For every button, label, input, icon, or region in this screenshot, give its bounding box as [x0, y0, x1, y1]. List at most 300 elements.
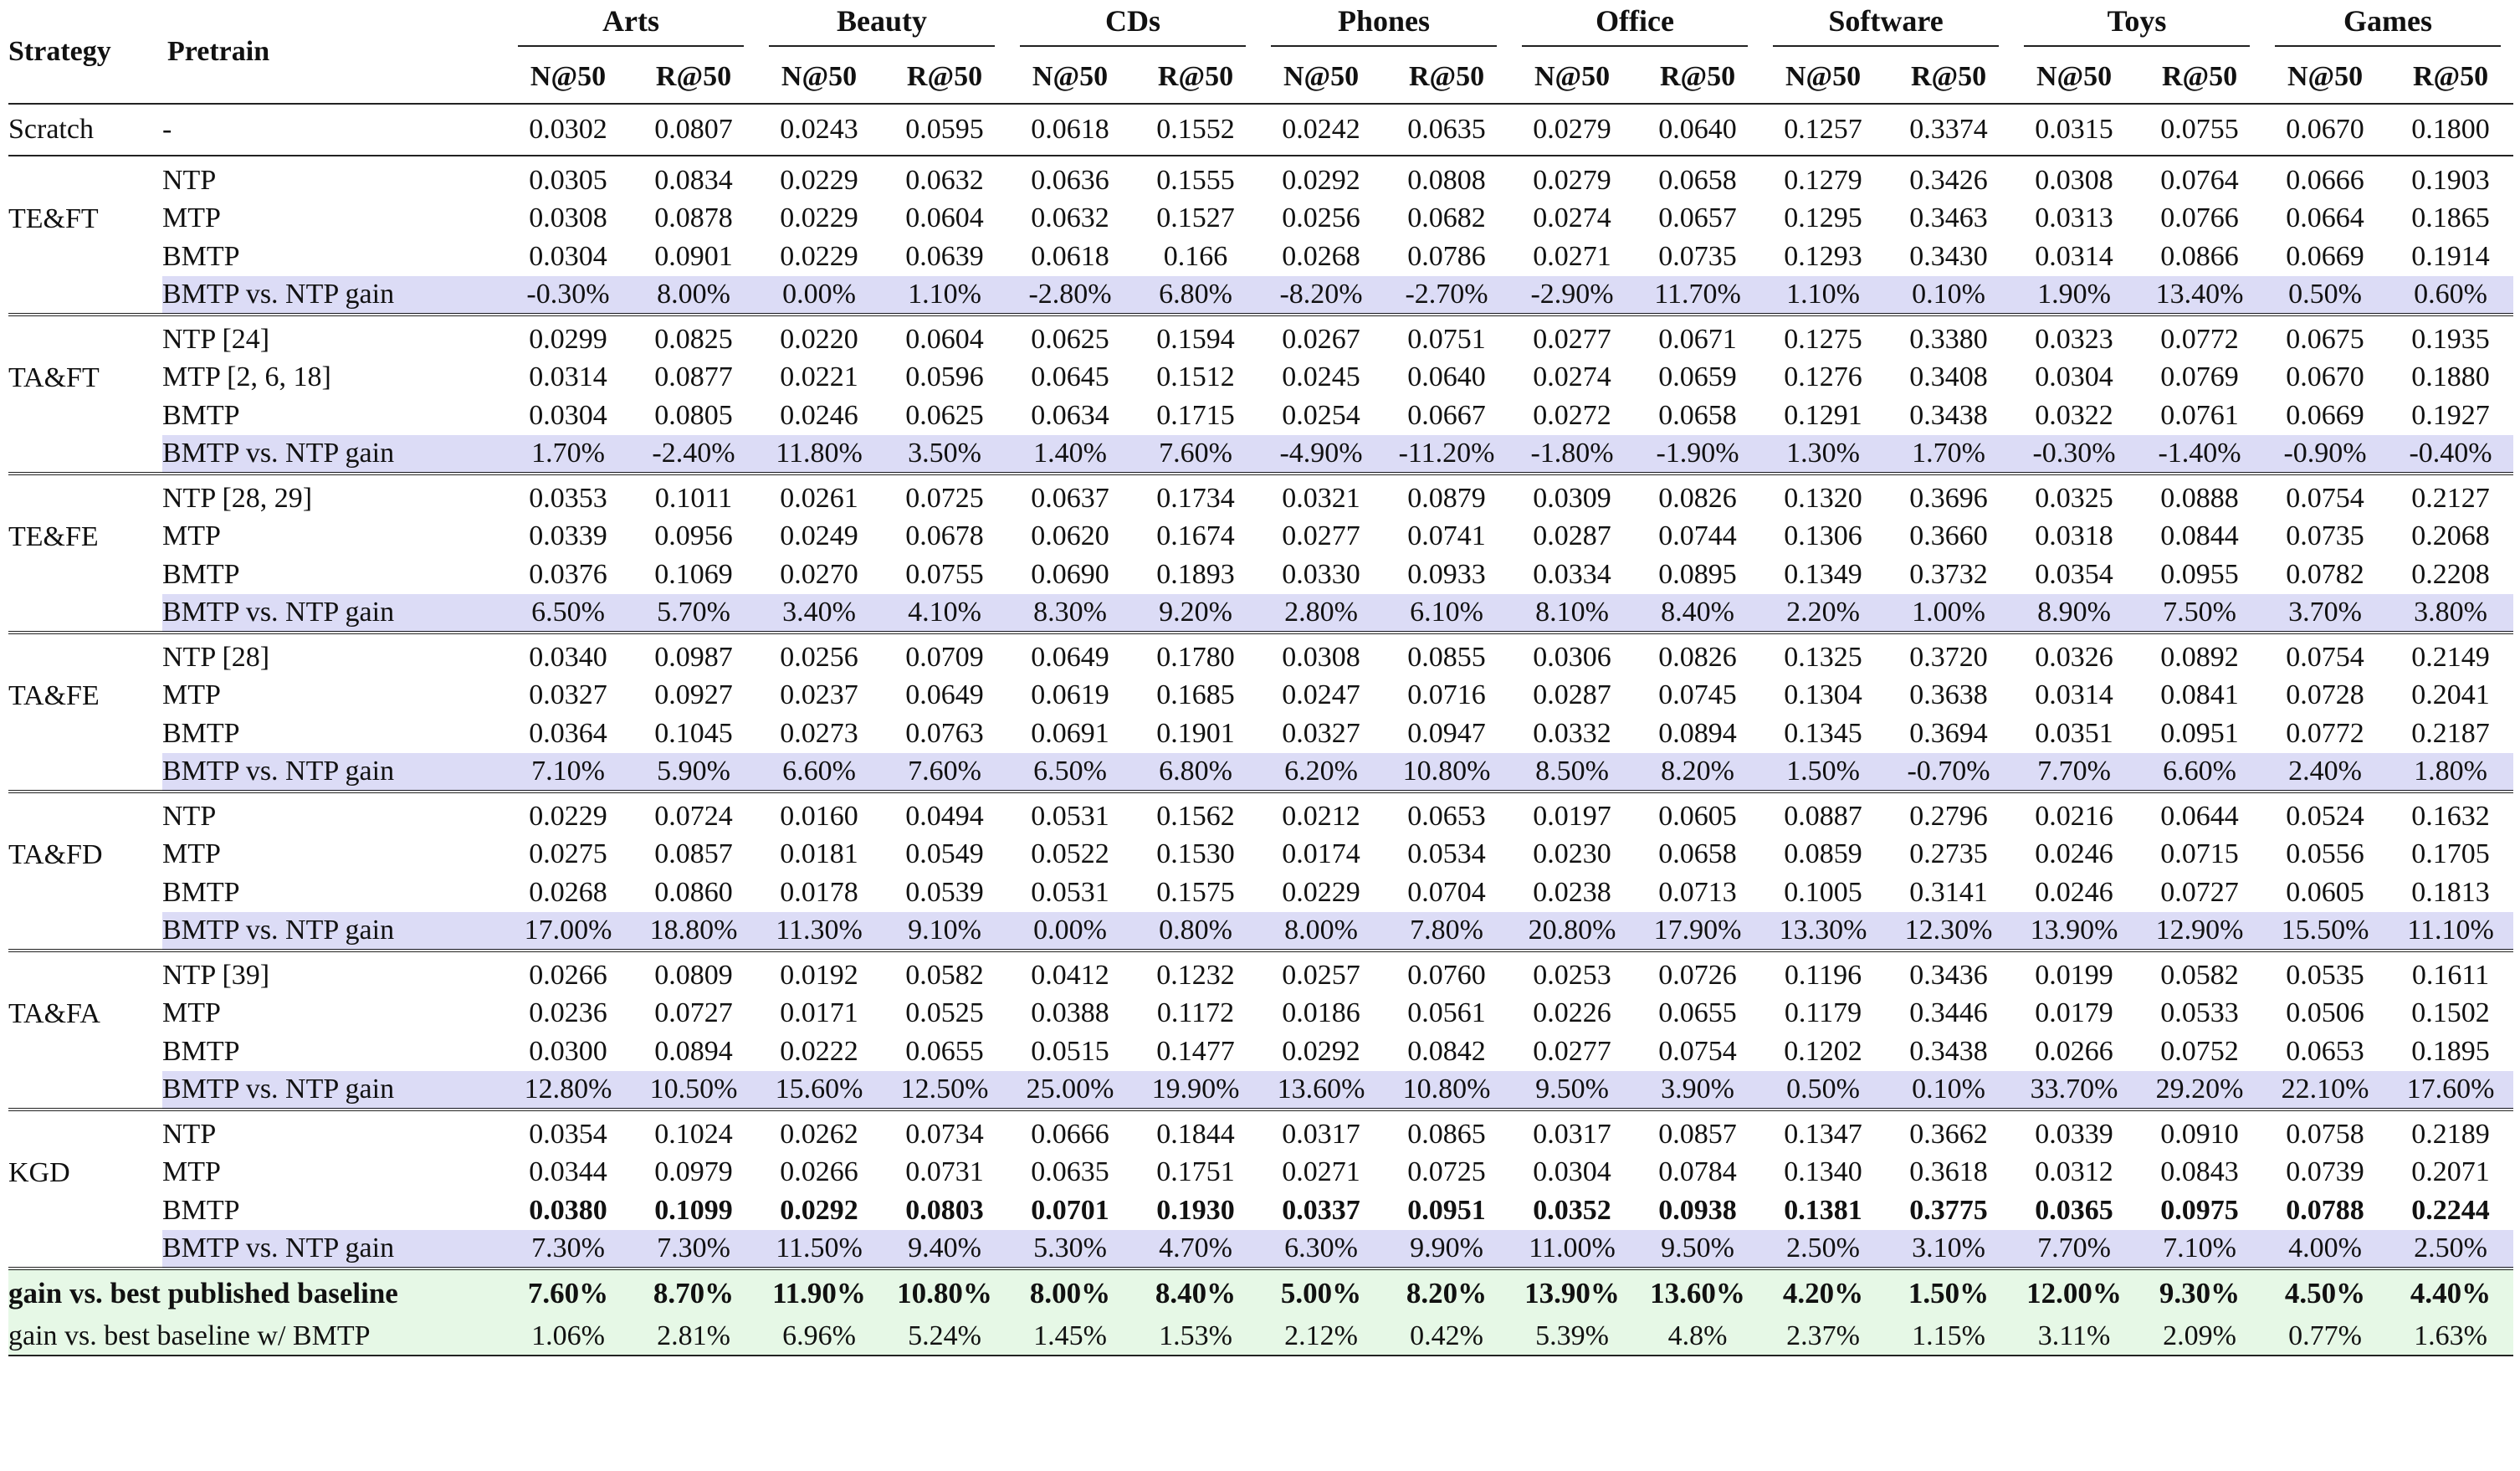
value-cell: 0.0754 — [2286, 642, 2364, 673]
value-cell: 0.1880 — [2411, 361, 2490, 392]
value-cell: 0.1800 — [2411, 114, 2490, 145]
value-cell: 0.0803 — [905, 1195, 984, 1226]
domain-header-games — [2262, 0, 2513, 50]
value-cell: 0.0267 — [1282, 324, 1360, 355]
value-cell: 0.0653 — [1407, 801, 1486, 832]
value-cell: 0.0691 — [1031, 718, 1109, 749]
value-cell: 0.1552 — [1156, 114, 1235, 145]
value-cell: 0.1901 — [1156, 718, 1235, 749]
value-cell: 0.0979 — [654, 1156, 733, 1187]
value-cell: 0.0951 — [1407, 1195, 1486, 1226]
strategy-cell-ta-fd: TA&FD — [8, 839, 103, 870]
value-cell: 0.0667 — [1407, 400, 1486, 431]
value-cell: 0.0197 — [1533, 801, 1611, 832]
value-cell: 0.1196 — [1784, 960, 1862, 991]
table-row — [8, 238, 2513, 276]
value-cell: 0.0246 — [2035, 838, 2113, 869]
value-cell: 0.1340 — [1784, 1156, 1862, 1187]
value-cell: 15.50% — [2281, 915, 2369, 946]
value-cell: 7.70% — [2037, 756, 2111, 787]
value-cell: 0.0277 — [1533, 1036, 1611, 1067]
value-cell: 0.3374 — [1909, 114, 1988, 145]
value-cell: 0.2244 — [2411, 1195, 2490, 1226]
value-cell: 0.0222 — [780, 1036, 858, 1067]
value-cell: 0.0887 — [1784, 801, 1862, 832]
table-row — [8, 633, 2513, 676]
value-cell: 0.0892 — [2160, 642, 2239, 673]
value-cell: 0.0556 — [2286, 838, 2364, 869]
value-cell: 1.90% — [2037, 279, 2111, 310]
value-cell: 1.70% — [531, 438, 605, 469]
value-cell: 0.0304 — [529, 241, 607, 272]
pretrain-cell: MTP [2, 6, 18] — [162, 361, 331, 392]
value-cell: 9.20% — [1159, 597, 1232, 628]
domain-header-label: CDs — [1020, 3, 1246, 47]
gain-label: BMTP vs. NTP gain — [162, 915, 395, 946]
value-cell: 6.80% — [1159, 756, 1232, 787]
value-cell: 6.30% — [1284, 1233, 1358, 1263]
value-cell: 0.0947 — [1407, 718, 1486, 749]
strategy-cell-te-fe: TE&FE — [8, 521, 99, 552]
value-cell: 0.0956 — [654, 520, 733, 551]
domain-header-office — [1509, 0, 1760, 50]
value-cell: 0.0649 — [1031, 642, 1109, 673]
pretrain-cell: BMTP — [162, 877, 240, 908]
value-cell: 0.0666 — [1031, 1119, 1109, 1150]
value-cell: 0.1279 — [1784, 164, 1862, 196]
results-table — [8, 0, 2513, 1356]
gain-row-spacer — [8, 276, 162, 315]
value-cell: 13.30% — [1779, 915, 1867, 946]
value-cell: 8.00% — [657, 279, 730, 310]
value-cell: 0.0582 — [2160, 960, 2239, 991]
value-cell: 0.0735 — [2286, 520, 2364, 551]
value-cell: 4.10% — [908, 597, 981, 628]
table-row — [8, 397, 2513, 435]
value-cell: 2.80% — [1284, 597, 1358, 628]
value-cell: 0.3720 — [1909, 642, 1988, 673]
gain-label: BMTP vs. NTP gain — [162, 756, 395, 787]
domain-header-cds — [1007, 0, 1258, 50]
value-cell: 0.0525 — [905, 997, 984, 1028]
value-cell: 11.50% — [776, 1233, 863, 1263]
value-cell: 0.0726 — [1658, 960, 1737, 991]
value-cell: 0.0272 — [1533, 400, 1611, 431]
value-cell: 1.45% — [1033, 1320, 1107, 1351]
value-cell: 0.0727 — [654, 997, 733, 1028]
pretrain-cell: NTP [28] — [162, 642, 270, 673]
gain-row — [8, 435, 2513, 474]
value-cell: 0.0277 — [1282, 520, 1360, 551]
value-cell: 0.2796 — [1909, 801, 1988, 832]
value-cell: 0.1347 — [1784, 1119, 1862, 1150]
value-cell: 0.0243 — [780, 114, 858, 145]
pretrain-cell: BMTP — [162, 1195, 240, 1226]
value-cell: 8.20% — [1406, 1277, 1488, 1310]
value-cell: 0.0522 — [1031, 838, 1109, 869]
value-cell: 0.0388 — [1031, 997, 1109, 1028]
value-cell: 0.3463 — [1909, 202, 1988, 233]
value-cell: 0.2208 — [2411, 559, 2490, 590]
strategy-cell-ta-fa: TA&FA — [8, 998, 100, 1029]
value-cell: 7.70% — [2037, 1233, 2111, 1263]
value-cell: 0.1780 — [1156, 642, 1235, 673]
value-cell: 0.0860 — [654, 877, 733, 908]
strategy-cell-ta-ft: TA&FT — [8, 362, 100, 393]
value-cell: 0.1927 — [2411, 400, 2490, 431]
value-cell: 0.0274 — [1533, 361, 1611, 392]
value-cell: 0.0632 — [1031, 202, 1109, 233]
value-cell: -1.90% — [1656, 438, 1739, 469]
value-cell: 0.0744 — [1658, 520, 1737, 551]
domain-header-arts — [505, 0, 756, 50]
value-cell: 0.0308 — [1282, 642, 1360, 673]
gain-row — [8, 594, 2513, 633]
value-cell: -11.20% — [1398, 438, 1495, 469]
metric-header-office-r-50: R@50 — [1659, 60, 1736, 92]
value-cell: 0.1751 — [1156, 1156, 1235, 1187]
value-cell: 8.00% — [1029, 1277, 1111, 1310]
value-cell: 0.1530 — [1156, 838, 1235, 869]
value-cell: 2.81% — [657, 1320, 730, 1351]
value-cell: 0.1893 — [1156, 559, 1235, 590]
table-row — [8, 1153, 2513, 1192]
value-cell: -1.80% — [1530, 438, 1614, 469]
value-cell: 8.40% — [1661, 597, 1734, 628]
pretrain-cell: NTP — [162, 1119, 217, 1150]
value-cell: 0.1276 — [1784, 361, 1862, 392]
domain-header-label: Software — [1773, 3, 1999, 47]
value-cell: 0.3638 — [1909, 679, 1988, 710]
value-cell: 12.50% — [900, 1074, 989, 1105]
value-cell: 0.0340 — [529, 642, 607, 673]
value-cell: 2.20% — [1786, 597, 1860, 628]
value-cell: 0.0334 — [1533, 559, 1611, 590]
table-row — [8, 951, 2513, 994]
summary-label: gain vs. best published baseline — [8, 1277, 398, 1310]
value-cell: 1.40% — [1033, 438, 1107, 469]
value-cell: -0.30% — [526, 279, 610, 310]
value-cell: 0.0675 — [2286, 324, 2364, 355]
value-cell: 4.00% — [2288, 1233, 2362, 1263]
value-cell: 0.2149 — [2411, 642, 2490, 673]
value-cell: 0.1011 — [654, 483, 733, 514]
pretrain-cell: MTP — [162, 679, 221, 710]
value-cell: 0.0888 — [2160, 483, 2239, 514]
value-cell: 0.0245 — [1282, 361, 1360, 392]
value-cell: 0.0256 — [1282, 202, 1360, 233]
value-cell: 0.0199 — [2035, 960, 2113, 991]
domain-header-label: Games — [2275, 3, 2501, 47]
value-cell: 9.50% — [1661, 1233, 1734, 1263]
value-cell: 0.0524 — [2286, 801, 2364, 832]
value-cell: 0.0292 — [1282, 1036, 1360, 1067]
value-cell: 0.0764 — [2160, 164, 2239, 196]
value-cell: 0.0344 — [529, 1156, 607, 1187]
value-cell: 9.40% — [908, 1233, 981, 1263]
value-cell: 0.0533 — [2160, 997, 2239, 1028]
value-cell: 13.60% — [1650, 1277, 1745, 1310]
value-cell: 0.0671 — [1658, 324, 1737, 355]
value-cell: 12.30% — [1904, 915, 1993, 946]
pretrain-cell: BMTP — [162, 241, 240, 272]
value-cell: 0.0292 — [1282, 164, 1360, 196]
value-cell: 0.1930 — [1156, 1195, 1235, 1226]
domain-header-software — [1760, 0, 2011, 50]
value-cell: 0.0728 — [2286, 679, 2364, 710]
value-cell: 13.60% — [1277, 1074, 1365, 1105]
value-cell: 0.0561 — [1407, 997, 1486, 1028]
value-cell: 1.15% — [1912, 1320, 1985, 1351]
value-cell: 3.40% — [782, 597, 856, 628]
value-cell: -0.40% — [2409, 438, 2492, 469]
value-cell: 8.10% — [1535, 597, 1609, 628]
pretrain-cell: - — [162, 114, 172, 145]
value-cell: 0.0242 — [1282, 114, 1360, 145]
value-cell: 0.0246 — [2035, 877, 2113, 908]
value-cell: 0.0300 — [529, 1036, 607, 1067]
strategy-cell-te-ft: TE&FT — [8, 202, 99, 234]
value-cell: 8.00% — [1284, 915, 1358, 946]
value-cell: 0.0855 — [1407, 642, 1486, 673]
value-cell: 0.0605 — [2286, 877, 2364, 908]
results-table-container — [8, 0, 2513, 1356]
value-cell: 0.0266 — [529, 960, 607, 991]
value-cell: 0.0221 — [780, 361, 858, 392]
value-cell: 0.0304 — [1533, 1156, 1611, 1187]
pretrain-cell: NTP [28, 29] — [162, 483, 313, 514]
value-cell: 5.90% — [657, 756, 730, 787]
value-cell: 0.0658 — [1658, 400, 1737, 431]
value-cell: 0.0878 — [654, 202, 733, 233]
value-cell: 0.0539 — [905, 877, 984, 908]
value-cell: 0.0635 — [1031, 1156, 1109, 1187]
value-cell: 0.0412 — [1031, 960, 1109, 991]
value-cell: 0.0314 — [2035, 679, 2113, 710]
value-cell: 0.0784 — [1658, 1156, 1737, 1187]
value-cell: 0.1325 — [1784, 642, 1862, 673]
value-cell: 13.90% — [1524, 1277, 1620, 1310]
value-cell: 11.70% — [1654, 279, 1741, 310]
value-cell: 0.0618 — [1031, 114, 1109, 145]
value-cell: 0.0620 — [1031, 520, 1109, 551]
value-cell: 0.0625 — [905, 400, 984, 431]
value-cell: 7.10% — [531, 756, 605, 787]
value-cell: 0.0515 — [1031, 1036, 1109, 1067]
metric-header-beauty-n-50: N@50 — [781, 60, 858, 92]
value-cell: 0.1575 — [1156, 877, 1235, 908]
value-cell: 19.90% — [1151, 1074, 1240, 1105]
value-cell: 0.1295 — [1784, 202, 1862, 233]
value-cell: 0.2068 — [2411, 520, 2490, 551]
table-row — [8, 199, 2513, 238]
value-cell: 10.80% — [1402, 756, 1491, 787]
value-cell: 0.0755 — [2160, 114, 2239, 145]
value-cell: 33.70% — [2030, 1074, 2118, 1105]
value-cell: 0.1527 — [1156, 202, 1235, 233]
value-cell: 0.1304 — [1784, 679, 1862, 710]
value-cell: 7.80% — [1410, 915, 1483, 946]
table-row — [8, 994, 2513, 1033]
value-cell: 0.0751 — [1407, 324, 1486, 355]
value-cell: 0.1293 — [1784, 241, 1862, 272]
value-cell: 0.0758 — [2286, 1119, 2364, 1150]
pretrain-cell: NTP [24] — [162, 324, 270, 355]
value-cell: 4.40% — [2410, 1277, 2492, 1310]
value-cell: 0.0364 — [529, 718, 607, 749]
value-cell: 0.0266 — [780, 1156, 858, 1187]
value-cell: 1.10% — [1786, 279, 1860, 310]
value-cell: 0.1099 — [654, 1195, 733, 1226]
gain-label: BMTP vs. NTP gain — [162, 1233, 395, 1263]
value-cell: 0.0761 — [2160, 400, 2239, 431]
value-cell: -2.80% — [1028, 279, 1112, 310]
value-cell: 0.0192 — [780, 960, 858, 991]
value-cell: 0.0270 — [780, 559, 858, 590]
table-row — [8, 792, 2513, 835]
value-cell: 0.3618 — [1909, 1156, 1988, 1187]
value-cell: 4.20% — [1782, 1277, 1864, 1310]
value-cell: 0.1734 — [1156, 483, 1235, 514]
value-cell: 5.70% — [657, 597, 730, 628]
value-cell: 0.0268 — [529, 877, 607, 908]
value-cell: 2.12% — [1284, 1320, 1358, 1351]
value-cell: -0.70% — [1907, 756, 1990, 787]
value-cell: 0.0277 — [1533, 324, 1611, 355]
value-cell: 0.0895 — [1658, 559, 1737, 590]
value-cell: 0.0596 — [905, 361, 984, 392]
value-cell: 13.40% — [2155, 279, 2244, 310]
value-cell: 0.0230 — [1533, 838, 1611, 869]
value-cell: 5.00% — [1280, 1277, 1362, 1310]
value-cell: 0.0772 — [2160, 324, 2239, 355]
value-cell: 0.3438 — [1909, 1036, 1988, 1067]
pretrain-header: Pretrain — [167, 35, 270, 67]
value-cell: 0.3408 — [1909, 361, 1988, 392]
value-cell: 0.0229 — [529, 801, 607, 832]
value-cell: 0.0308 — [2035, 164, 2113, 196]
summary-row — [8, 1317, 2513, 1356]
value-cell: 0.0271 — [1533, 241, 1611, 272]
value-cell: 0.1895 — [2411, 1036, 2490, 1067]
value-cell: 20.80% — [1528, 915, 1616, 946]
table-row — [8, 676, 2513, 715]
pretrain-cell: NTP — [162, 164, 217, 196]
value-cell: 0.0247 — [1282, 679, 1360, 710]
gain-row-spacer — [8, 912, 162, 951]
domain-header-phones — [1258, 0, 1509, 50]
value-cell: 0.0731 — [905, 1156, 984, 1187]
value-cell: 0.1172 — [1156, 997, 1235, 1028]
value-cell: 17.90% — [1653, 915, 1742, 946]
gain-row-spacer — [8, 753, 162, 792]
value-cell: 0.0634 — [1031, 400, 1109, 431]
value-cell: 0.0825 — [654, 324, 733, 355]
value-cell: 0.0321 — [1282, 483, 1360, 514]
value-cell: 0.2187 — [2411, 718, 2490, 749]
value-cell: 0.0160 — [780, 801, 858, 832]
value-cell: 0.50% — [1786, 1074, 1860, 1105]
value-cell: 0.0842 — [1407, 1036, 1486, 1067]
value-cell: 0.0879 — [1407, 483, 1486, 514]
value-cell: 0.0292 — [780, 1195, 858, 1226]
value-cell: 0.2041 — [2411, 679, 2490, 710]
value-cell: 0.0927 — [654, 679, 733, 710]
value-cell: 0.1611 — [2411, 960, 2490, 991]
value-cell: 0.0894 — [654, 1036, 733, 1067]
domain-header-label: Office — [1522, 3, 1748, 47]
value-cell: 1.30% — [1786, 438, 1860, 469]
value-cell: 0.0664 — [2286, 202, 2364, 233]
value-cell: 3.80% — [2414, 597, 2487, 628]
metric-header-office-n-50: N@50 — [1534, 60, 1611, 92]
value-cell: 0.0955 — [2160, 559, 2239, 590]
value-cell: -0.30% — [2032, 438, 2116, 469]
value-cell: 0.3426 — [1909, 164, 1988, 196]
gain-row — [8, 753, 2513, 792]
value-cell: 10.50% — [649, 1074, 738, 1105]
value-cell: 0.0312 — [2035, 1156, 2113, 1187]
value-cell: 0.1632 — [2411, 801, 2490, 832]
value-cell: 0.0315 — [2035, 114, 2113, 145]
value-cell: 0.0857 — [1658, 1119, 1737, 1150]
summary-label: gain vs. best baseline w/ BMTP — [8, 1320, 371, 1351]
value-cell: 0.42% — [1410, 1320, 1483, 1351]
value-cell: 0.0339 — [529, 520, 607, 551]
value-cell: 7.10% — [2163, 1233, 2236, 1263]
value-cell: 9.50% — [1535, 1074, 1609, 1105]
value-cell: 6.60% — [782, 756, 856, 787]
value-cell: 0.0354 — [529, 1119, 607, 1150]
value-cell: 3.10% — [1912, 1233, 1985, 1263]
table-row — [8, 315, 2513, 358]
value-cell: 0.0216 — [2035, 801, 2113, 832]
pretrain-cell: BMTP — [162, 559, 240, 590]
value-cell: 9.30% — [2159, 1277, 2241, 1310]
value-cell: 0.0268 — [1282, 241, 1360, 272]
domain-header-label: Toys — [2024, 3, 2250, 47]
value-cell: 0.0865 — [1407, 1119, 1486, 1150]
value-cell: 0.1179 — [1784, 997, 1862, 1028]
value-cell: 0.50% — [2288, 279, 2362, 310]
value-cell: 0.0741 — [1407, 520, 1486, 551]
value-cell: 0.1562 — [1156, 801, 1235, 832]
metric-header-phones-r-50: R@50 — [1408, 60, 1485, 92]
value-cell: 12.90% — [2155, 915, 2244, 946]
value-cell: 0.1903 — [2411, 164, 2490, 196]
value-cell: 0.2127 — [2411, 483, 2490, 514]
value-cell: 0.0238 — [1533, 877, 1611, 908]
value-cell: 0.0261 — [780, 483, 858, 514]
value-cell: 0.0305 — [529, 164, 607, 196]
value-cell: 0.0735 — [1658, 241, 1737, 272]
value-cell: 0.3380 — [1909, 324, 1988, 355]
value-cell: 0.0353 — [529, 483, 607, 514]
value-cell: 0.0186 — [1282, 997, 1360, 1028]
table-row — [8, 358, 2513, 397]
metric-header-games-n-50: N@50 — [2287, 60, 2364, 92]
value-cell: 0.0531 — [1031, 877, 1109, 908]
value-cell: 0.0894 — [1658, 718, 1737, 749]
value-cell: 0.0755 — [905, 559, 984, 590]
gain-label: BMTP vs. NTP gain — [162, 597, 395, 628]
value-cell: 0.0339 — [2035, 1119, 2113, 1150]
table-row — [8, 835, 2513, 874]
value-cell: 0.0715 — [2160, 838, 2239, 869]
value-cell: 0.0229 — [1282, 877, 1360, 908]
value-cell: 9.90% — [1410, 1233, 1483, 1263]
table-row — [8, 474, 2513, 517]
